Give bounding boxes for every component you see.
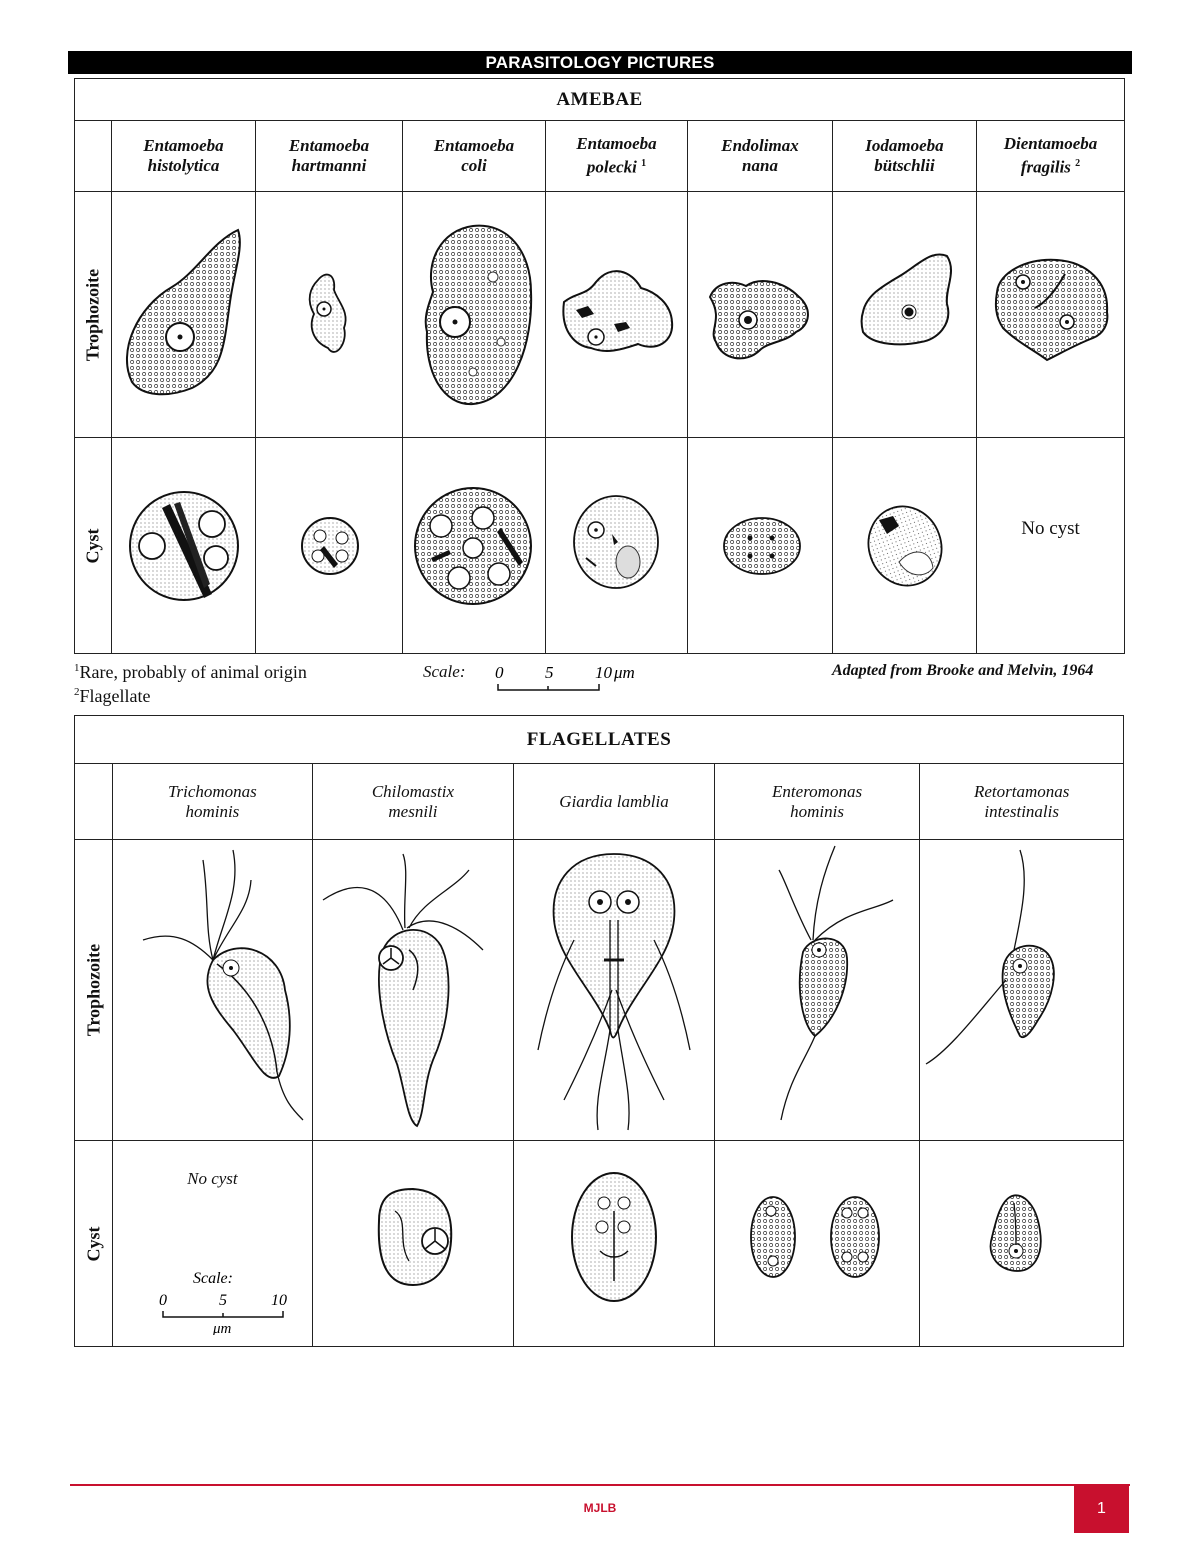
species-header: Dientamoeba fragilis $^2$ (977, 121, 1125, 192)
chilomastix-cyst-illustration (312, 1141, 514, 1347)
row-label-cyst: Cyst (75, 1141, 113, 1347)
e-coli-cyst-illustration (403, 438, 546, 654)
scale-tick-0: 0 (159, 1292, 168, 1309)
species-header: Entamoeba hartmanni (256, 121, 403, 192)
dientamoeba-trophozoite-illustration (977, 192, 1125, 438)
species-header: Iodamoeba bütschlii (833, 121, 977, 192)
chilomastix-trophozoite-illustration (312, 840, 514, 1141)
scale-tick-0: 0 (495, 663, 504, 682)
source-credit: Adapted from Brooke and Melvin, 1964 (832, 662, 1094, 679)
dientamoeba-cyst-cell (977, 438, 1125, 654)
species-header: Entamoeba histolytica (112, 121, 256, 192)
e-coli-trophozoite-illustration (403, 192, 546, 438)
amebae-scale-bar (490, 660, 660, 694)
species-header: Entamoeba polecki $^1$ (546, 121, 688, 192)
page-number: 1 (1074, 1484, 1129, 1533)
row-label-trophozoite: Trophozoite (75, 192, 112, 438)
giardia-cyst-illustration (514, 1141, 715, 1347)
giardia-trophozoite-illustration (514, 840, 715, 1141)
species-header: Enteromonas hominis (714, 764, 920, 840)
retortamonas-trophozoite-illustration (920, 840, 1124, 1141)
flagellates-table (74, 715, 1124, 1347)
species-header: Trichomonas hominis (113, 764, 313, 840)
footer-author: MJLB (583, 1501, 617, 1515)
enteromonas-cyst-illustration (714, 1141, 920, 1347)
e-polecki-trophozoite-illustration (546, 192, 688, 438)
endolimax-nana-trophozoite-illustration (688, 192, 833, 438)
species-header: Endolimax nana (688, 121, 833, 192)
no-cyst-note: No cyst (1021, 518, 1080, 539)
amebae-table (74, 78, 1125, 654)
trichomonas-cyst-cell (113, 1141, 313, 1347)
scale-tick-5: 5 (219, 1292, 228, 1309)
no-cyst-note: No cyst (187, 1169, 238, 1188)
trichomonas-trophozoite-illustration (113, 840, 313, 1141)
flagellates-title: FLAGELLATES (75, 716, 1124, 764)
iodamoeba-trophozoite-illustration (833, 192, 977, 438)
retortamonas-cyst-illustration (920, 1141, 1124, 1347)
row-label-trophozoite: Trophozoite (75, 840, 113, 1141)
endolimax-nana-cyst-illustration (688, 438, 833, 654)
row-label-cyst: Cyst (75, 438, 112, 654)
species-header: Retortamonas intestinalis (920, 764, 1124, 840)
scale-tick-5: 5 (545, 663, 554, 682)
scale-label: Scale: (193, 1270, 234, 1287)
enteromonas-trophozoite-illustration (714, 840, 920, 1141)
flagellates-scale-bar (143, 1265, 293, 1335)
e-histolytica-cyst-illustration (112, 438, 256, 654)
amebae-title: AMEBAE (75, 79, 1125, 121)
amebae-scale-label: Scale: (423, 662, 466, 681)
species-header: Giardia lamblia (514, 764, 715, 840)
page-banner: PARASITOLOGY PICTURES (68, 51, 1132, 74)
footer-divider (70, 1484, 1130, 1486)
footnote-1: $^1$Rare, probably of animal origin (74, 662, 307, 682)
e-histolytica-trophozoite-illustration (112, 192, 256, 438)
footnote-2: $^2$Flagellate (74, 686, 151, 706)
iodamoeba-cyst-illustration (833, 438, 977, 654)
e-hartmanni-cyst-illustration (256, 438, 403, 654)
e-polecki-cyst-illustration (546, 438, 688, 654)
species-header: Entamoeba coli (403, 121, 546, 192)
e-hartmanni-trophozoite-illustration (256, 192, 403, 438)
scale-unit: μm (614, 663, 635, 682)
scale-unit: μm (213, 1321, 232, 1335)
species-header: Chilomastix mesnili (312, 764, 514, 840)
scale-tick-10: 10 (271, 1292, 288, 1309)
scale-tick-10: 10 (595, 663, 612, 682)
